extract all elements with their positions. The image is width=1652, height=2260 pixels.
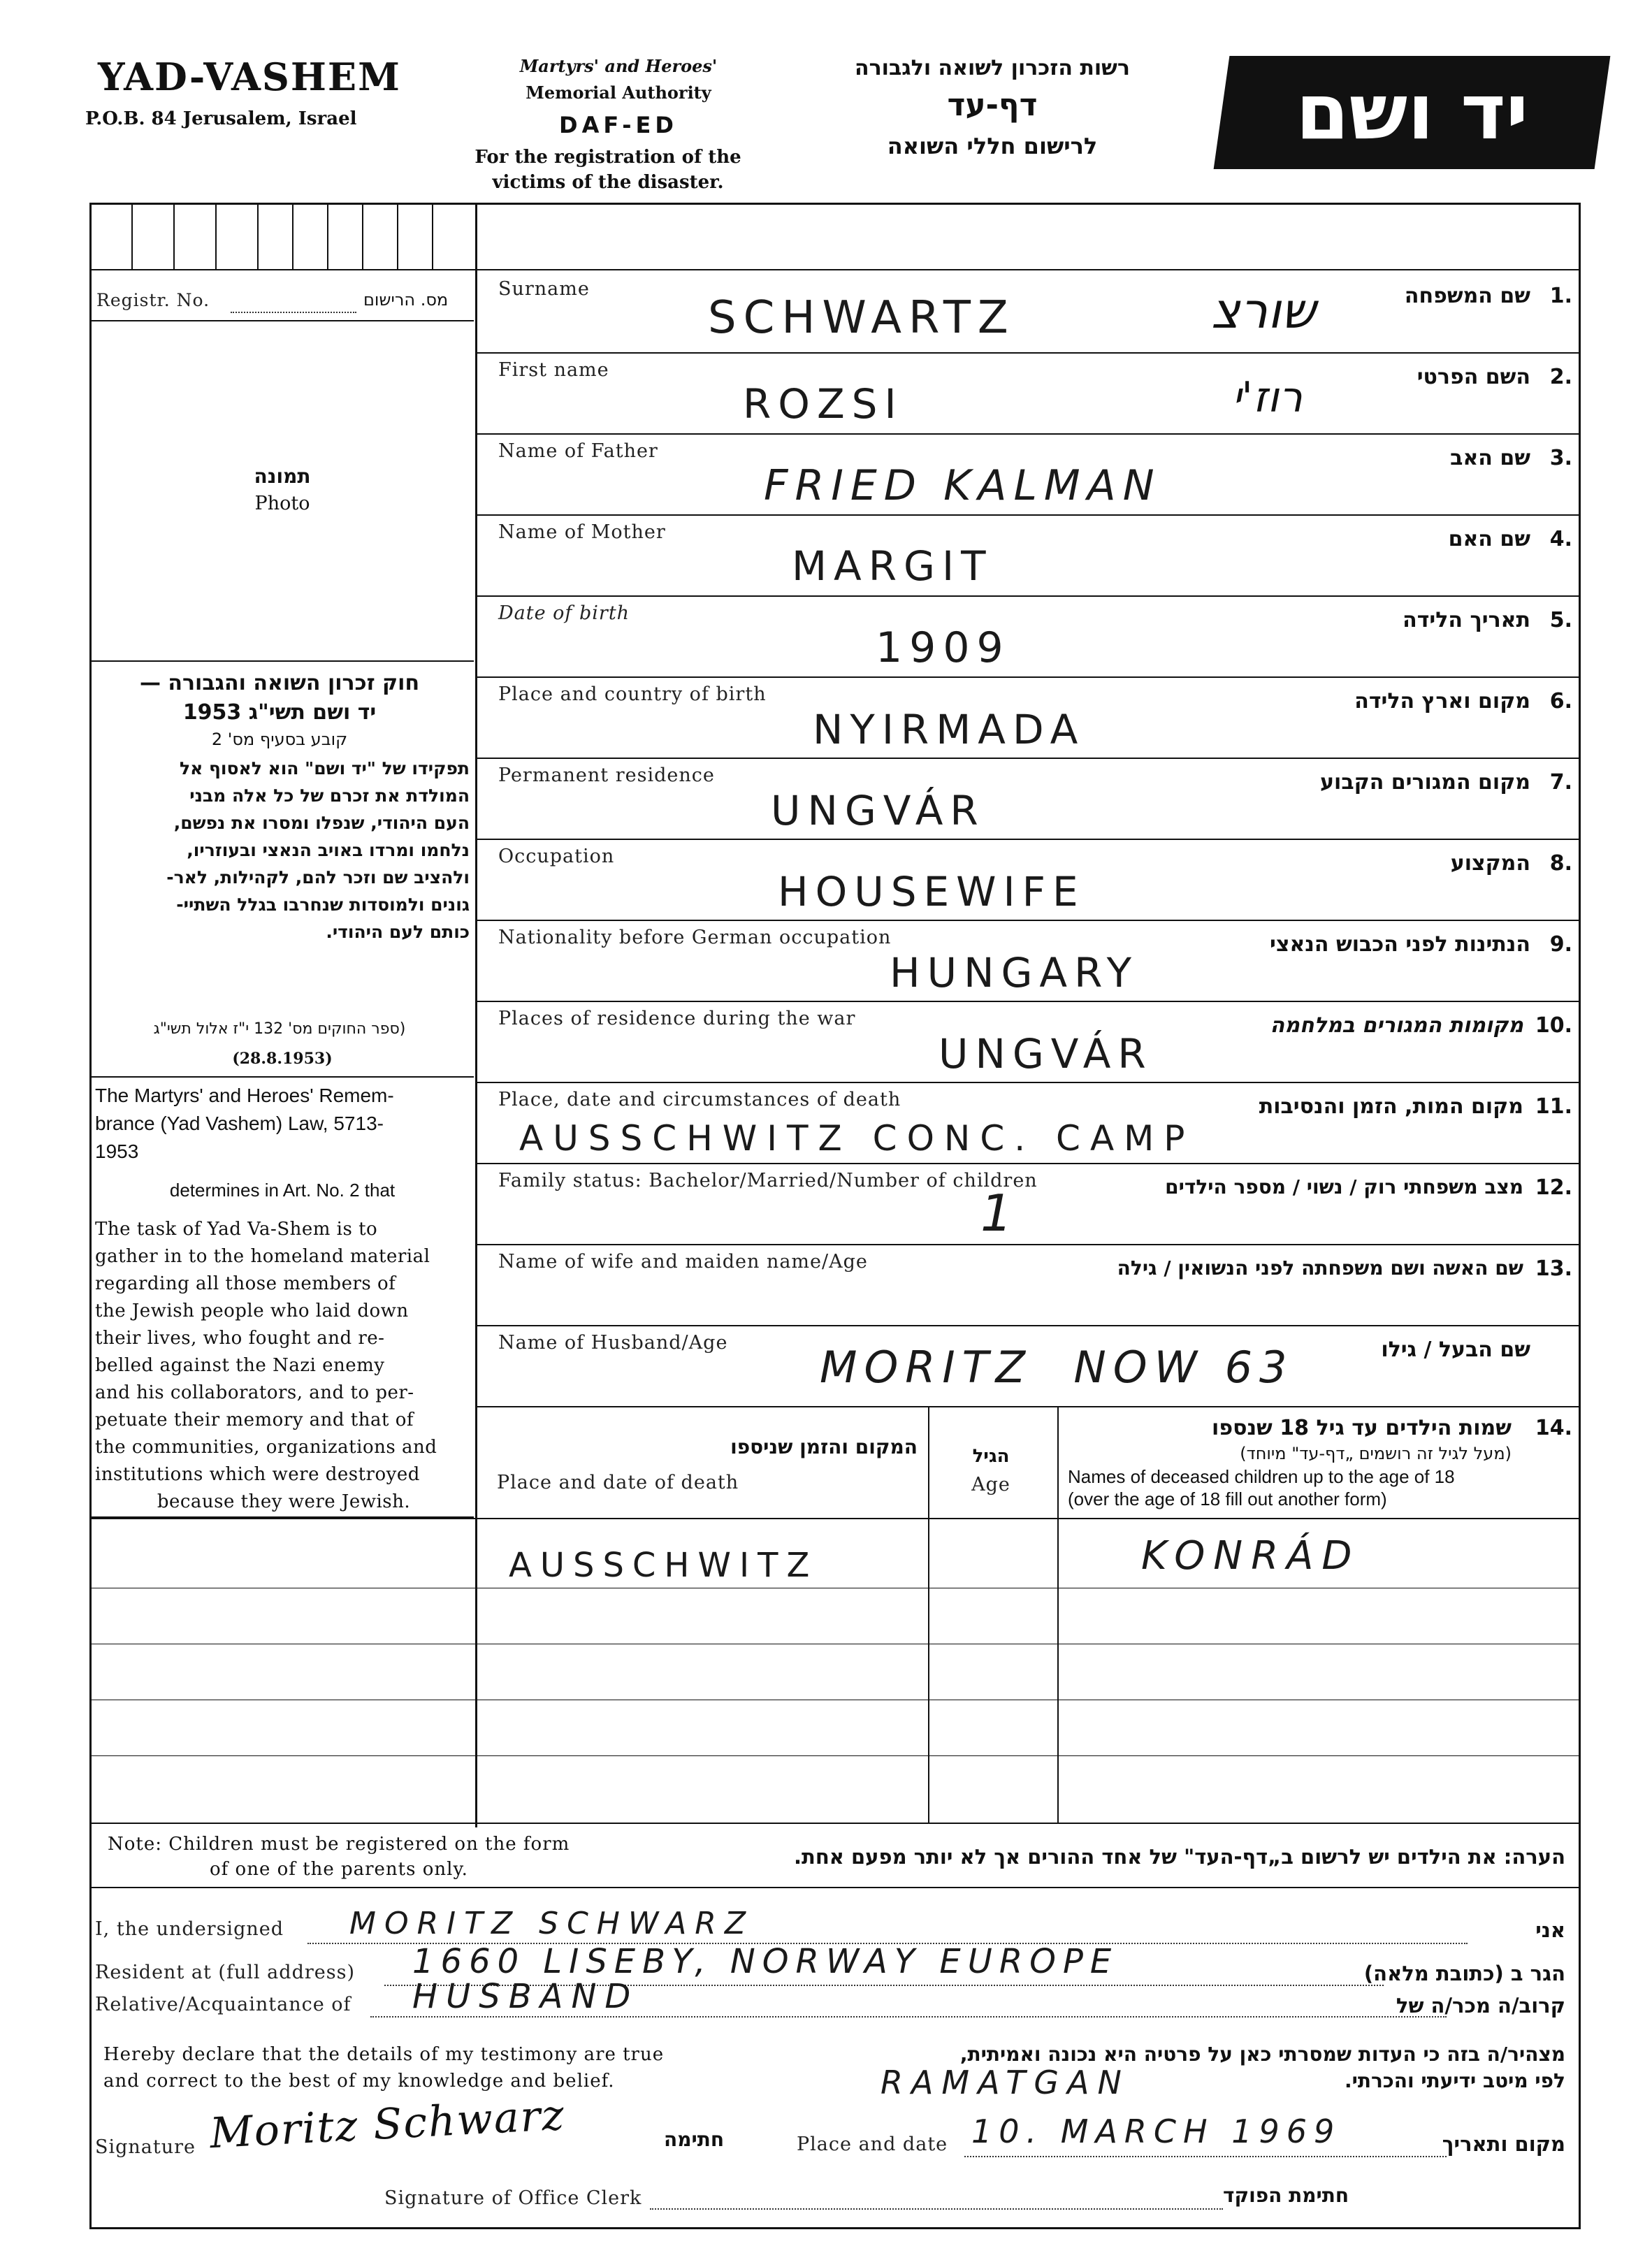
clerk-signature-he: חתימת הפוקד xyxy=(1223,2184,1349,2207)
field-number: 11. xyxy=(1535,1094,1572,1119)
header-he-line-1: רשות הזכרון לשואה ולגבורה xyxy=(855,56,1130,80)
children-sub-he: (מעל לגיל זה רושמים „דף-עד" מיוחד) xyxy=(1240,1444,1512,1463)
date-of-birth-he-label: תאריך הלידה xyxy=(1403,608,1530,632)
wife-name-label: Name of wife and maiden name/Age xyxy=(498,1251,868,1273)
wartime-residence-he-label: מקומות המגורים במלחמה xyxy=(1270,1013,1523,1038)
field-date-of-birth[interactable] xyxy=(477,595,1579,676)
birthplace-label: Place and country of birth xyxy=(498,683,767,705)
occupation-value: HOUSEWIFE xyxy=(778,868,1085,915)
signature-he: חתימה xyxy=(664,2128,725,2151)
law-he-date: (28.8.1953) xyxy=(232,1050,333,1068)
registration-number-he: מס. הרישום xyxy=(363,290,449,310)
law-he-line: כותם לעם היהודי. xyxy=(326,922,470,942)
permanent-residence-he-label: מקום המגורים הקבוע xyxy=(1320,770,1530,795)
field-number: 2. xyxy=(1549,365,1572,389)
first-name-value: ROZSI xyxy=(743,380,904,428)
father-name-label: Name of Father xyxy=(498,440,658,462)
note-he: הערה: את הילדים יש לרשום ב„דף-העד" של אחד ההורים אך לא יותר מפעם אחת. xyxy=(794,1845,1565,1869)
family-status-label: Family status: Bachelor/Married/Number of children xyxy=(498,1170,1038,1191)
resident-value[interactable]: 1660 LISEBY, NORWAY EUROPE xyxy=(412,1942,1119,1981)
note-section xyxy=(91,1831,1579,1887)
field-number: 8. xyxy=(1549,851,1572,876)
children-row[interactable] xyxy=(477,1519,1579,1586)
field-number: 13. xyxy=(1535,1256,1572,1281)
mother-name-value: MARGIT xyxy=(792,542,993,590)
undersigned-value[interactable]: MORITZ SCHWARZ xyxy=(349,1906,755,1941)
org-address: P.O.B. 84 Jerusalem, Israel xyxy=(85,108,357,129)
relative-he: קרוב/ה מכר/ה של xyxy=(1396,1994,1565,2018)
law-he-line: המולדת את זכרם של כל אלה מבני xyxy=(189,785,470,806)
law-en-body xyxy=(95,1216,472,1516)
field-number: 12. xyxy=(1535,1175,1572,1200)
husband-name-he-label: שם הבעל / גילו xyxy=(1381,1338,1530,1362)
law-he-line: ולהציב שם וזכר להם, לקהילות, לאר- xyxy=(166,867,470,888)
occupation-he-label: המקצוע xyxy=(1450,851,1530,876)
org-name: YAD-VASHEM xyxy=(98,55,401,99)
relative-label: Relative/Acquaintance of xyxy=(95,1994,352,2015)
surname-he-label: שם המשפחה xyxy=(1404,284,1530,308)
logo-text: יד ושם xyxy=(1296,67,1529,157)
first-name-he-label: השם הפרטי xyxy=(1416,365,1530,389)
family-status-he-label: מצב משפחתי רוק / נשוי / מספר הילדים xyxy=(1165,1175,1523,1198)
wife-name-he-label: שם האשה ושם משפחתה לפני הנשואין / גילה xyxy=(1117,1256,1523,1280)
law-en-determines: determines in Art. No. 2 that xyxy=(169,1180,396,1201)
date-value[interactable]: 10. MARCH 1969 xyxy=(971,2113,1342,2150)
code-boxes xyxy=(89,203,475,269)
family-status-value: 1 xyxy=(980,1184,1020,1243)
law-en-line: gather in to the homeland material xyxy=(95,1246,430,1267)
law-en-line: petuate their memory and that of xyxy=(95,1410,414,1430)
resident-he: הגר ב (כתובת מלאה) xyxy=(1363,1962,1565,1985)
field-nationality[interactable] xyxy=(477,920,1579,1001)
law-he-body xyxy=(95,755,470,946)
clerk-signature-label: Signature of Office Clerk xyxy=(384,2187,642,2209)
birthplace-he-label: מקום וארץ הלידה xyxy=(1354,689,1530,714)
law-he-line: תפקידו של "יד ושם" הוא לאסוף אל xyxy=(180,758,470,778)
header-he-line-3: לרישום חללי השואה xyxy=(887,133,1098,159)
purpose-line-2: victims of the disaster. xyxy=(492,172,724,193)
top-strip-line xyxy=(89,269,1581,270)
signature-label: Signature xyxy=(95,2136,196,2158)
declare-he-line-2: לפי מיטב ידיעתי והכרתי. xyxy=(1345,2069,1565,2092)
permanent-residence-value: UNGVÁR xyxy=(771,787,985,834)
purpose-line-1: For the registration of the xyxy=(474,147,741,168)
law-en-line: regarding all those members of xyxy=(95,1273,396,1294)
fields-area xyxy=(477,271,1579,1410)
declaration-section xyxy=(91,1890,1579,2226)
field-father-name[interactable] xyxy=(477,433,1579,514)
law-en-line: belled against the Nazi enemy xyxy=(95,1355,385,1376)
place-of-death-he-label: מקום המות, הזמן והנסיבות xyxy=(1259,1094,1523,1119)
law-he-reference: (ספר החוקים מס' 132 י"ז אלול תשי"ג xyxy=(153,1020,406,1038)
first-name-label: First name xyxy=(498,359,609,381)
field-family-status[interactable] xyxy=(477,1163,1579,1244)
children-table xyxy=(477,1407,1579,1825)
occupation-label: Occupation xyxy=(498,846,615,867)
nationality-label: Nationality before German occupation xyxy=(498,927,892,948)
child-name-value: KONRÁD xyxy=(1141,1533,1361,1579)
birthplace-value: NYIRMADA xyxy=(813,706,1085,753)
place-date-he: מקום ותאריך xyxy=(1442,2132,1565,2156)
place-date-label: Place and date xyxy=(797,2134,948,2155)
date-of-birth-value: 1909 xyxy=(876,623,1010,672)
authority-line-1: Martyrs' and Heroes' xyxy=(519,56,718,76)
relative-value[interactable]: HUSBAND xyxy=(412,1977,639,2016)
field-number: 14. xyxy=(1535,1416,1572,1440)
signature-value[interactable]: Moritz Schwarz xyxy=(208,2090,567,2159)
nationality-he-label: הנתינות לפני הכבוש הנאצי xyxy=(1270,932,1530,957)
place-of-death-value: AUSSCHWITZ CONC. CAMP xyxy=(519,1118,1195,1159)
left-column xyxy=(91,273,474,1824)
field-wife-name[interactable] xyxy=(477,1244,1579,1325)
law-en-title-line: brance (Yad Vashem) Law, 5713- xyxy=(95,1113,384,1134)
place-of-death-label: Place, date and circumstances of death xyxy=(498,1089,901,1110)
field-wartime-residence[interactable] xyxy=(477,1001,1579,1082)
husband-name-value: MORITZ NOW 63 xyxy=(820,1342,1294,1393)
field-number: 4. xyxy=(1549,527,1572,551)
field-surname[interactable] xyxy=(477,271,1579,352)
declare-en-line-2: and correct to the best of my knowledge and belief. xyxy=(103,2071,615,2092)
law-en-line: their lives, who fought and re- xyxy=(95,1328,385,1349)
wartime-residence-label: Places of residence during the war xyxy=(498,1008,856,1029)
declare-he-line-1: מצהיר/ה בזה כי העדות שמסרתי כאן על פרטיה היא נכונה ואמיתית, xyxy=(959,2043,1565,2066)
children-place-he: המקום והזמן שניספו xyxy=(730,1435,918,1458)
note-en-line-1: Note: Children must be registered on the form xyxy=(108,1834,570,1855)
field-mother-name[interactable] xyxy=(477,514,1579,595)
field-number: 1. xyxy=(1549,284,1572,308)
field-number: 5. xyxy=(1549,608,1572,632)
undersigned-he: אני xyxy=(1535,1918,1565,1942)
field-number: 10. xyxy=(1535,1013,1572,1038)
field-number: 6. xyxy=(1549,689,1572,714)
children-title-en: Names of deceased children up to the age of 18 xyxy=(1068,1466,1455,1487)
child-place-value: AUSSCHWITZ xyxy=(509,1546,818,1585)
surname-he-value: שורצ xyxy=(1211,282,1316,340)
children-age-label: Age xyxy=(971,1474,1010,1495)
field-number: 9. xyxy=(1549,932,1572,957)
law-en-line: The task of Yad Va-Shem is to xyxy=(95,1219,378,1240)
field-first-name[interactable] xyxy=(477,352,1579,433)
surname-value: SCHWARTZ xyxy=(708,292,1015,344)
note-en-line-2: of one of the parents only. xyxy=(210,1859,468,1880)
law-he-title-2: יד ושם תשי"ג 1953 xyxy=(182,700,377,725)
surname-label: Surname xyxy=(498,278,590,300)
law-en-title-line: 1953 xyxy=(95,1140,139,1162)
father-name-value: FRIED KALMAN xyxy=(764,461,1161,510)
mother-name-label: Name of Mother xyxy=(498,521,666,543)
yad-vashem-logo xyxy=(1214,56,1611,169)
field-number: 3. xyxy=(1549,446,1572,470)
children-title-he: שמות הילדים עד גיל 18 שנספו xyxy=(1212,1416,1512,1440)
law-en-line: because they were Jewish. xyxy=(157,1491,411,1512)
law-en-line: the communities, organizations and xyxy=(95,1437,437,1458)
field-occupation[interactable] xyxy=(477,839,1579,920)
mother-name-he-label: שם האם xyxy=(1448,527,1530,551)
field-number: 7. xyxy=(1549,770,1572,795)
father-name-he-label: שם האב xyxy=(1450,446,1530,470)
resident-label: Resident at (full address) xyxy=(95,1962,355,1983)
form-name: DAF-ED xyxy=(559,112,678,138)
header xyxy=(0,0,1652,199)
field-birthplace[interactable] xyxy=(477,676,1579,758)
declare-en-line-1: Hereby declare that the details of my testimony are true xyxy=(103,2044,665,2065)
law-he-title-1: חוק זכרון השואה והגבורה — xyxy=(139,671,420,695)
registration-number-label: Registr. No. xyxy=(96,290,210,310)
photo-label-he: תמונה xyxy=(254,465,311,488)
children-place-label: Place and date of death xyxy=(497,1472,739,1493)
first-name-he-value: רוז'י xyxy=(1232,373,1303,422)
place-value[interactable]: RAMATGAN xyxy=(881,2064,1130,2101)
children-age-he: הגיל xyxy=(972,1446,1010,1467)
law-he-title-3: קובע בסעיף מס' 2 xyxy=(211,730,348,749)
children-sub-en: (over the age of 18 fill out another form) xyxy=(1068,1488,1387,1509)
law-en-line: and his collaborators, and to per- xyxy=(95,1382,414,1403)
law-he-line: העם היהודי, שנפלו ומסרו את נפשם, xyxy=(173,813,470,833)
undersigned-label: I, the undersigned xyxy=(95,1918,284,1940)
law-he-line: גונים ולמוסדות שנחרבו בגלל השתיי- xyxy=(176,894,470,915)
law-en-title xyxy=(95,1082,472,1166)
law-en-line: institutions which were destroyed xyxy=(95,1464,420,1485)
photo-label: Photo xyxy=(254,493,310,514)
field-place-of-death[interactable] xyxy=(477,1082,1579,1163)
date-of-birth-label: Date of birth xyxy=(498,602,630,624)
husband-name-label: Name of Husband/Age xyxy=(498,1332,728,1354)
field-permanent-residence[interactable] xyxy=(477,758,1579,839)
law-en-title-line: The Martyrs' and Heroes' Remem- xyxy=(95,1085,394,1106)
law-he-line: נלחמו ומרדו באויב הנאצי ובעוזריו, xyxy=(187,840,470,860)
authority-line-2: Memorial Authority xyxy=(526,82,711,103)
permanent-residence-label: Permanent residence xyxy=(498,765,715,786)
wartime-residence-value: UNGVÁR xyxy=(939,1030,1153,1078)
field-husband-name[interactable] xyxy=(477,1325,1579,1406)
nationality-value: HUNGARY xyxy=(890,949,1139,997)
header-he-line-2: דף-עד xyxy=(947,87,1038,123)
law-en-line: the Jewish people who laid down xyxy=(95,1301,409,1321)
